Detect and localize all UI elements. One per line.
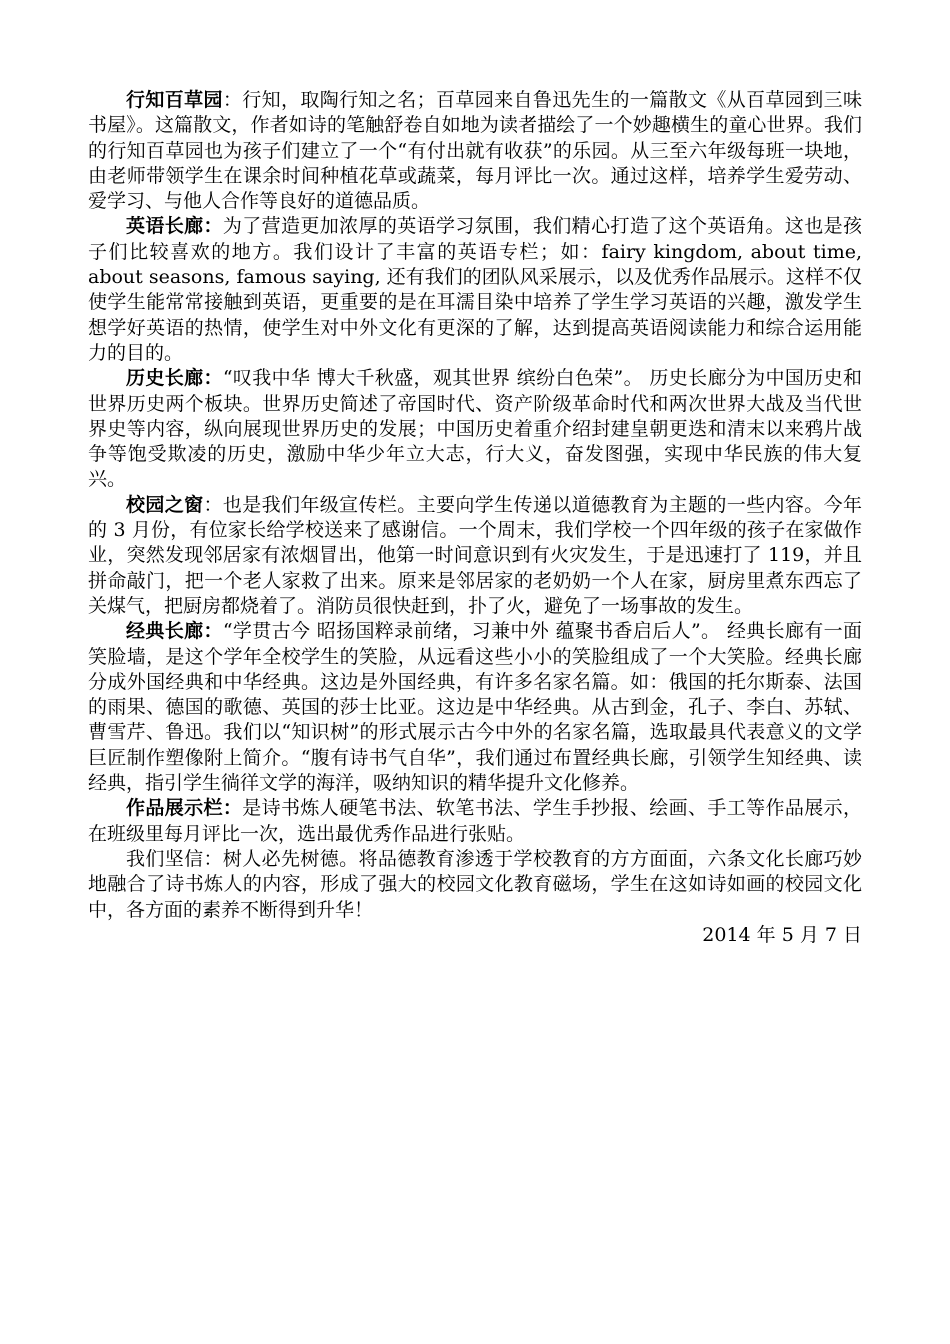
paragraph-history-corridor [88,366,862,492]
heading-classics-corridor: 经典长廊： [126,620,223,643]
heading-campus-window: 校园之窗 [126,493,204,516]
paragraph-conclusion [88,847,862,923]
paragraph-classics-corridor [88,619,862,796]
paragraph-english-corridor [88,214,862,366]
paragraph-works-display [88,796,862,847]
heading-works-display: 作品展示栏： [126,797,243,820]
text-works-display: 是诗书炼人硬笔书法、软笔书法、学生手抄报、绘画、手工等作品展示，在班级里每月评比一次，选出最优秀作品进行张贴。 [88,797,862,845]
paragraph-campus-window [88,493,862,619]
text-classics-corridor: “学贯古今 昭扬国粹录前绪，习兼中外 蕴聚书香启后人”。 经典长廊有一面笑脸墙，是这个学年全校学生的笑脸，从远看这些小小的笑脸组成了一个大笑脸。经典长廊分成外国经典和中华经典。这边是外国经典，有许多名家名篇。如：俄国的托尔斯泰、法国的雨果、德国的歌德、英国的莎士比亚。这边是中华经典。从古到金，孔子、李白、苏轼、曹雪芹、鲁迅。我们以“知识树”的形式展示古今中外的名家名篇，选取最具代表意义的文学巨匠制作塑像附上简介。“腹有诗书气自华”，我们通过布置经典长廊，引领学生知经典、读经典，指引学生徜徉文学的海洋，吸纳知识的精华提升文化修养。 [88,620,862,795]
text-conclusion: 我们坚信：树人必先树德。将品德教育渗透于学校教育的方方面面，六条文化长廊巧妙地融合了诗书炼人的内容，形成了强大的校园文化教育磁场，学生在这如诗如画的校园文化中，各方面的素养不断得到升华！ [88,847,862,921]
document-date: 2014 年 5 月 7 日 [702,923,862,946]
text-campus-window: ：也是我们年级宣传栏。主要向学生传递以道德教育为主题的一些内容。今年的 3 月份，有位家长给学校送来了感谢信。一个周末，我们学校一个四年级的孩子在家做作业，突然发现邻居家有浓烟冒出，他第一时间意识到有火灾发生，于是迅速打了 119，并且拼命敲门，把一个老人家救了出来。原来是邻居家的老奶奶一个人在家，厨房里煮东西忘了关煤气，把厨房都烧着了。消防员很快赶到，扑了火，避免了一场事故的发生。 [88,493,862,617]
heading-herb-garden: 行知百草园 [126,89,223,111]
text-history-corridor: “叹我中华 博大千秋盛，观其世界 缤纷白色荣”。 历史长廊分为中国历史和世界历史两个板块。世界历史简述了帝国时代、资产阶级革命时代和两次世界大战及当代世界史等内容，纵向展现世界历史的发展；中国历史着重介绍封建皇朝更迭和清末以来鸦片战争等饱受欺凌的历史，激励中华少年立大志，行大义，奋发图强，实现中华民族的伟大复兴。 [88,367,862,491]
paragraph-herb-garden [88,88,862,214]
text-english-corridor: 为了营造更加浓厚的英语学习氛围，我们精心打造了这个英语角。这也是孩子们比较喜欢的地方。我们设计了丰富的英语专栏；如：fairy kingdom, about time, about seasons, famous saying, 还有我们的团队风采展示，以及优秀作品展示。这样不仅使学生能常常接触到英语，更重要的是在耳濡目染中培养了学生学习英语的兴趣，激发学生想学好英语的热情，使学生对中外文化有更深的了解，达到提高英语阅读能力和综合运用能力的目的。 [88,215,862,364]
document-body [88,88,862,948]
heading-history-corridor: 历史长廊： [126,367,223,390]
text-herb-garden: ：行知，取陶行知之名；百草园来自鲁迅先生的一篇散文《从百草园到三味书屋》。这篇散文，作者如诗的笔触舒卷自如地为读者描绘了一个妙趣横生的童心世界。我们的行知百草园也为孩子们建立了一个“有付出就有收获”的乐园。从三至六年级每班一块地，由老师带领学生在课余时间种植花草或蔬菜，每月评比一次。通过这样，培养学生爱劳动、爱学习、与他人合作等良好的道德品质。 [88,89,862,213]
heading-english-corridor: 英语长廊： [126,215,223,238]
